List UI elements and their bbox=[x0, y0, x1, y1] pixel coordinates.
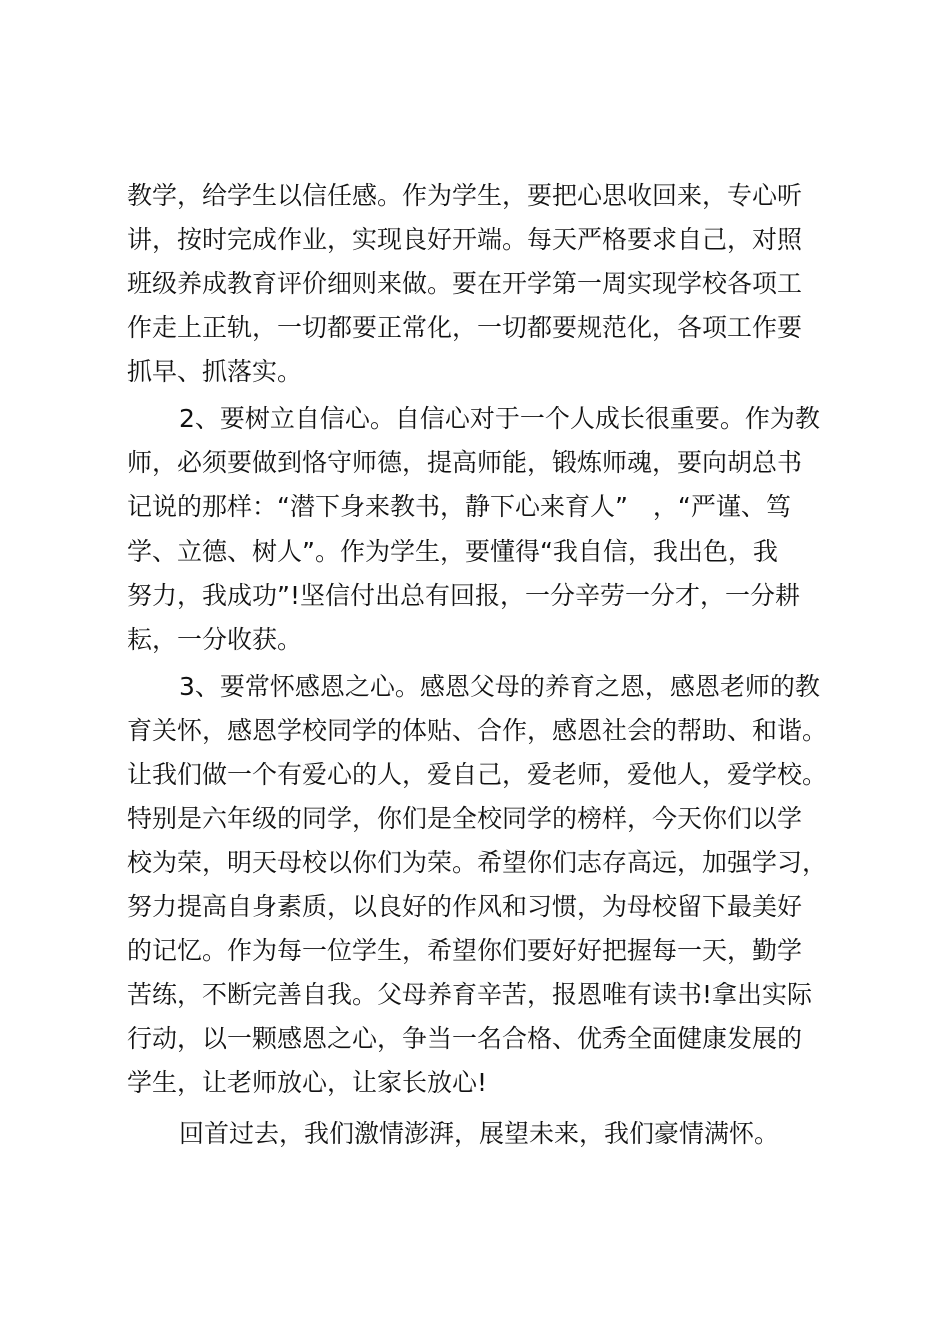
text-line: 学、立德、树人”。作为学生，要懂得“我自信，我出色，我 bbox=[127, 537, 778, 566]
text-line: 育关怀，感恩学校同学的体贴、合作，感恩社会的帮助、和谐。 bbox=[127, 716, 828, 745]
text-line: 回首过去，我们激情澎湃，展望未来，我们豪情满怀。 bbox=[179, 1119, 780, 1148]
text-line: 耘，一分收获。 bbox=[127, 625, 303, 654]
text-line: 教学，给学生以信任感。作为学生，要把心思收回来，专心听 bbox=[127, 181, 803, 210]
text-line: 让我们做一个有爱心的人，爱自己，爱老师，爱他人，爱学校。 bbox=[127, 760, 828, 789]
text-line: 2、要树立自信心。自信心对于一个人成长很重要。作为教 bbox=[179, 404, 820, 433]
text-line: 抓早、抓落实。 bbox=[127, 357, 303, 386]
text-line: 学生，让老师放心，让家长放心! bbox=[127, 1068, 488, 1097]
text-line: 班级养成教育评价细则来做。要在开学第一周实现学校各项工 bbox=[127, 269, 803, 298]
text-line: 特别是六年级的同学，你们是全校同学的榜样，今天你们以学 bbox=[127, 804, 803, 833]
text-line: 行动，以一颗感恩之心，争当一名合格、优秀全面健康发展的 bbox=[127, 1024, 803, 1053]
text-line: 讲，按时完成作业，实现良好开端。每天严格要求自己，对照 bbox=[127, 225, 803, 254]
text-line: 努力，我成功”!坚信付出总有回报，一分辛劳一分才，一分耕 bbox=[127, 581, 800, 610]
text-line: 苦练，不断完善自我。父母养育辛苦，报恩唯有读书!拿出实际 bbox=[127, 980, 813, 1009]
text-line: 作走上正轨，一切都要正常化，一切都要规范化，各项工作要 bbox=[127, 313, 803, 342]
text-line: 校为荣，明天母校以你们为荣。希望你们志存高远，加强学习， bbox=[127, 848, 828, 877]
text-line: 3、要常怀感恩之心。感恩父母的养育之恩，感恩老师的教 bbox=[179, 672, 820, 701]
text-line: 的记忆。作为每一位学生，希望你们要好好把握每一天，勤学 bbox=[127, 936, 803, 965]
text-line: 师，必须要做到恪守师德，提高师能，锻炼师魂，要向胡总书 bbox=[127, 448, 803, 477]
text-line: 记说的那样：“潜下身来教书，静下心来育人” ，“严谨、笃 bbox=[127, 492, 791, 521]
text-line: 努力提高自身素质，以良好的作风和习惯，为母校留下最美好 bbox=[127, 892, 803, 921]
